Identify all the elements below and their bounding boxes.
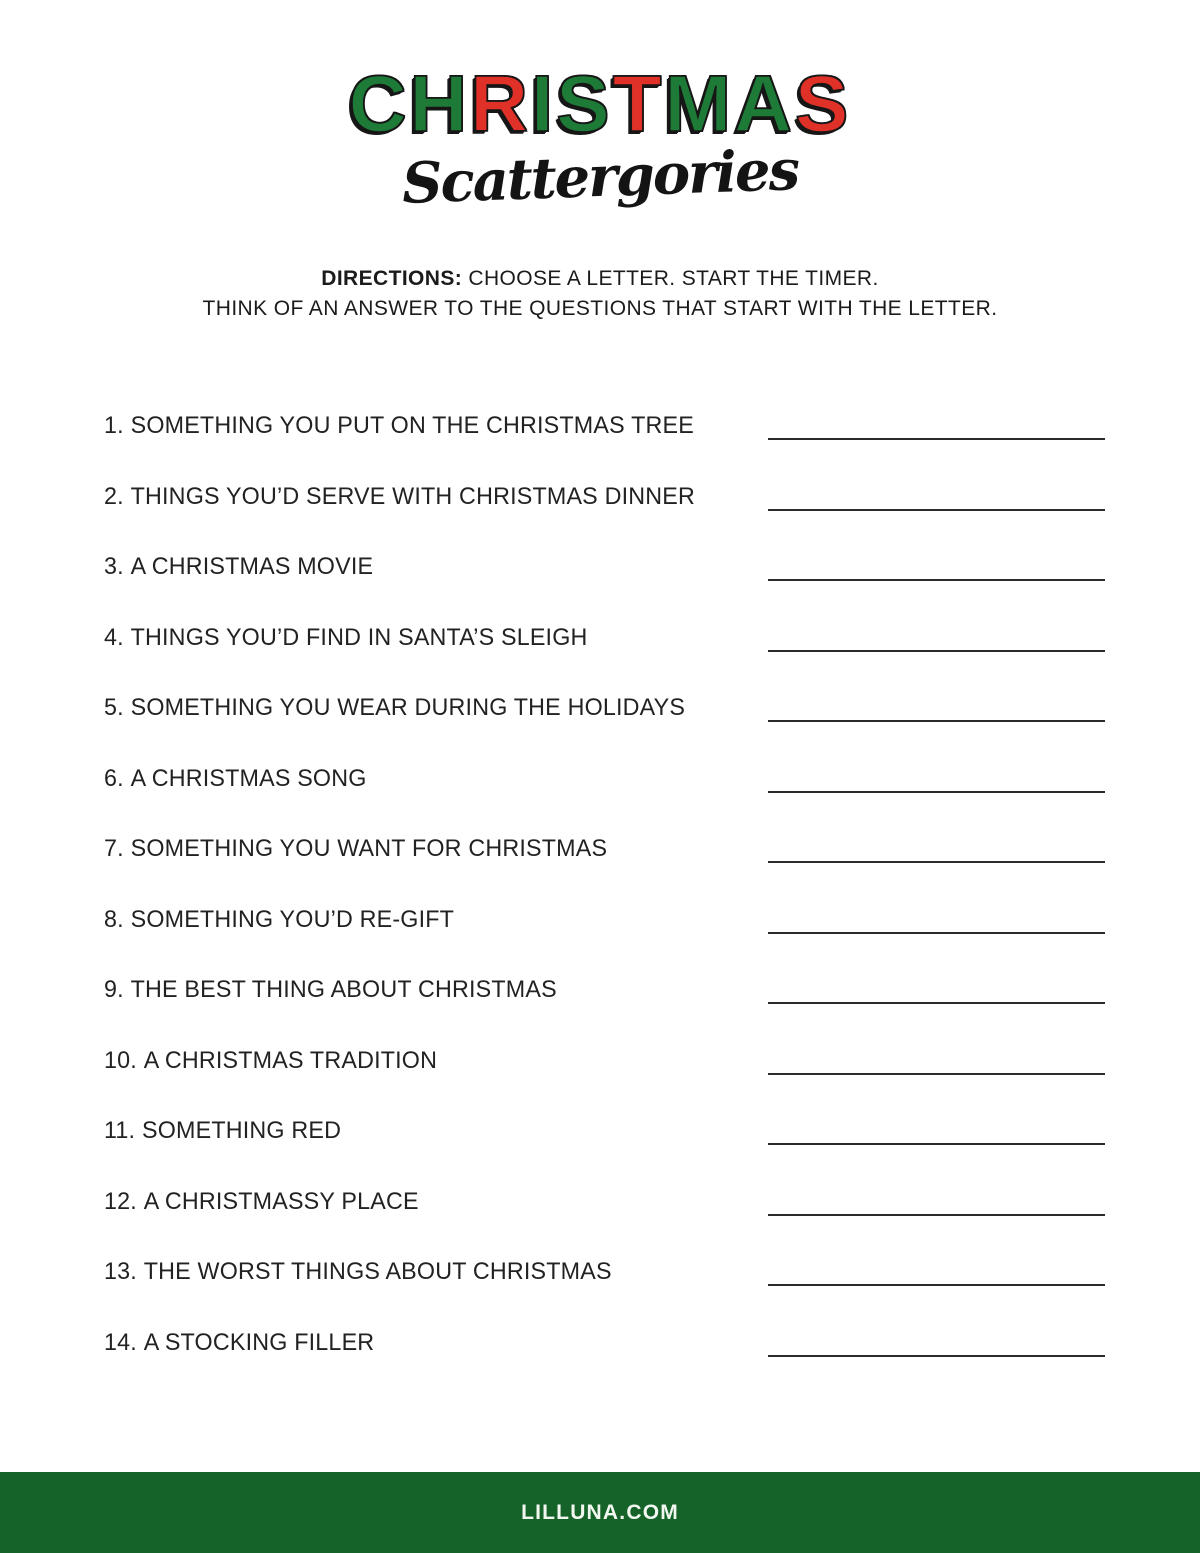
question-text: A CHRISTMAS TRADITION bbox=[143, 1046, 438, 1074]
question-label bbox=[104, 1258, 612, 1286]
question-text: SOMETHING YOU’D RE-GIFT bbox=[130, 905, 455, 933]
answer-blank-line bbox=[768, 1214, 1105, 1216]
question-text: THINGS YOU’D FIND IN SANTA’S SLEIGH bbox=[130, 623, 588, 651]
question-text: SOMETHING YOU WEAR DURING THE HOLIDAYS bbox=[130, 694, 686, 721]
question-row bbox=[104, 617, 1105, 688]
answer-blank-line bbox=[768, 861, 1105, 863]
question-text: A STOCKING FILLER bbox=[143, 1328, 375, 1356]
title-letter: H bbox=[409, 59, 471, 148]
question-text: THE WORST THINGS ABOUT CHRISTMAS bbox=[143, 1258, 612, 1285]
title-letter: S bbox=[794, 59, 852, 148]
question-text: THE BEST THING ABOUT CHRISTMAS bbox=[130, 976, 557, 1003]
page-subtitle: Scattergories bbox=[400, 137, 800, 217]
question-row bbox=[104, 1040, 1105, 1111]
directions-line-1 bbox=[0, 264, 1200, 294]
question-number: 13. bbox=[104, 1258, 137, 1285]
question-number: 8. bbox=[104, 905, 124, 933]
title-letter: S bbox=[556, 59, 613, 148]
answer-blank-line bbox=[768, 791, 1105, 793]
question-row bbox=[104, 758, 1105, 829]
title-letter: C bbox=[348, 59, 410, 148]
question-row bbox=[104, 687, 1105, 758]
answer-blank-line bbox=[768, 1355, 1105, 1357]
question-number: 7. bbox=[104, 835, 124, 862]
question-text: THINGS YOU’D SERVE WITH CHRISTMAS DINNER bbox=[130, 482, 695, 510]
answer-blank-line bbox=[768, 650, 1105, 652]
question-number: 12. bbox=[104, 1187, 137, 1215]
question-row bbox=[104, 546, 1105, 617]
question-label bbox=[104, 553, 373, 581]
question-row bbox=[104, 1181, 1105, 1252]
question-number: 11. bbox=[104, 1117, 136, 1144]
answer-blank-line bbox=[768, 579, 1105, 581]
question-label bbox=[104, 483, 695, 511]
question-number: 6. bbox=[104, 764, 124, 792]
question-number: 14. bbox=[104, 1328, 137, 1356]
directions-label: DIRECTIONS: bbox=[321, 267, 463, 290]
question-label bbox=[104, 1117, 341, 1145]
question-number: 4. bbox=[104, 623, 124, 651]
directions bbox=[0, 264, 1200, 324]
question-label bbox=[104, 624, 588, 652]
question-label bbox=[104, 906, 454, 934]
answer-blank-line bbox=[768, 932, 1105, 934]
question-text: SOMETHING YOU WANT FOR CHRISTMAS bbox=[130, 835, 608, 862]
question-number: 9. bbox=[104, 976, 124, 1003]
question-row bbox=[104, 969, 1105, 1040]
question-label bbox=[104, 694, 685, 722]
question-text: A CHRISTMASSY PLACE bbox=[143, 1187, 419, 1215]
title-letter: I bbox=[531, 59, 557, 148]
question-number: 10. bbox=[104, 1046, 137, 1074]
question-label bbox=[104, 765, 367, 793]
question-row bbox=[104, 828, 1105, 899]
question-row bbox=[104, 1322, 1105, 1393]
answer-blank-line bbox=[768, 438, 1105, 440]
question-label bbox=[104, 1329, 374, 1357]
question-label bbox=[104, 412, 694, 440]
question-text: A CHRISTMAS MOVIE bbox=[130, 553, 374, 580]
directions-line-2: THINK OF AN ANSWER TO THE QUESTIONS THAT START WITH THE LETTER. bbox=[202, 297, 998, 320]
title-letter: R bbox=[470, 59, 532, 148]
question-label bbox=[104, 976, 557, 1004]
footer-site-label: LILLUNA.COM bbox=[521, 1500, 679, 1524]
question-row bbox=[104, 405, 1105, 476]
question-number: 1. bbox=[104, 412, 124, 439]
question-number: 2. bbox=[104, 482, 124, 510]
question-text: SOMETHING RED bbox=[142, 1117, 342, 1144]
answer-blank-line bbox=[768, 1143, 1105, 1145]
directions-line-1-text: CHOOSE A LETTER. START THE TIMER. bbox=[462, 267, 879, 290]
question-label bbox=[104, 1047, 437, 1075]
title-letter: A bbox=[734, 59, 795, 148]
question-label bbox=[104, 1188, 419, 1216]
answer-blank-line bbox=[768, 1284, 1105, 1286]
question-number: 3. bbox=[104, 553, 124, 580]
title-letter: T bbox=[612, 59, 665, 148]
footer-bar bbox=[0, 1472, 1200, 1553]
question-text: SOMETHING YOU PUT ON THE CHRISTMAS TREE bbox=[130, 412, 694, 439]
question-list bbox=[104, 405, 1105, 1392]
question-number: 5. bbox=[104, 694, 124, 721]
answer-blank-line bbox=[768, 1073, 1105, 1075]
answer-blank-line bbox=[768, 509, 1105, 511]
question-text: A CHRISTMAS SONG bbox=[130, 764, 367, 792]
answer-blank-line bbox=[768, 720, 1105, 722]
question-row bbox=[104, 899, 1105, 970]
question-row bbox=[104, 476, 1105, 547]
header bbox=[0, 59, 1200, 217]
answer-blank-line bbox=[768, 1002, 1105, 1004]
question-label bbox=[104, 835, 607, 863]
title-letter: M bbox=[664, 59, 735, 148]
question-row bbox=[104, 1110, 1105, 1181]
question-row bbox=[104, 1251, 1105, 1322]
